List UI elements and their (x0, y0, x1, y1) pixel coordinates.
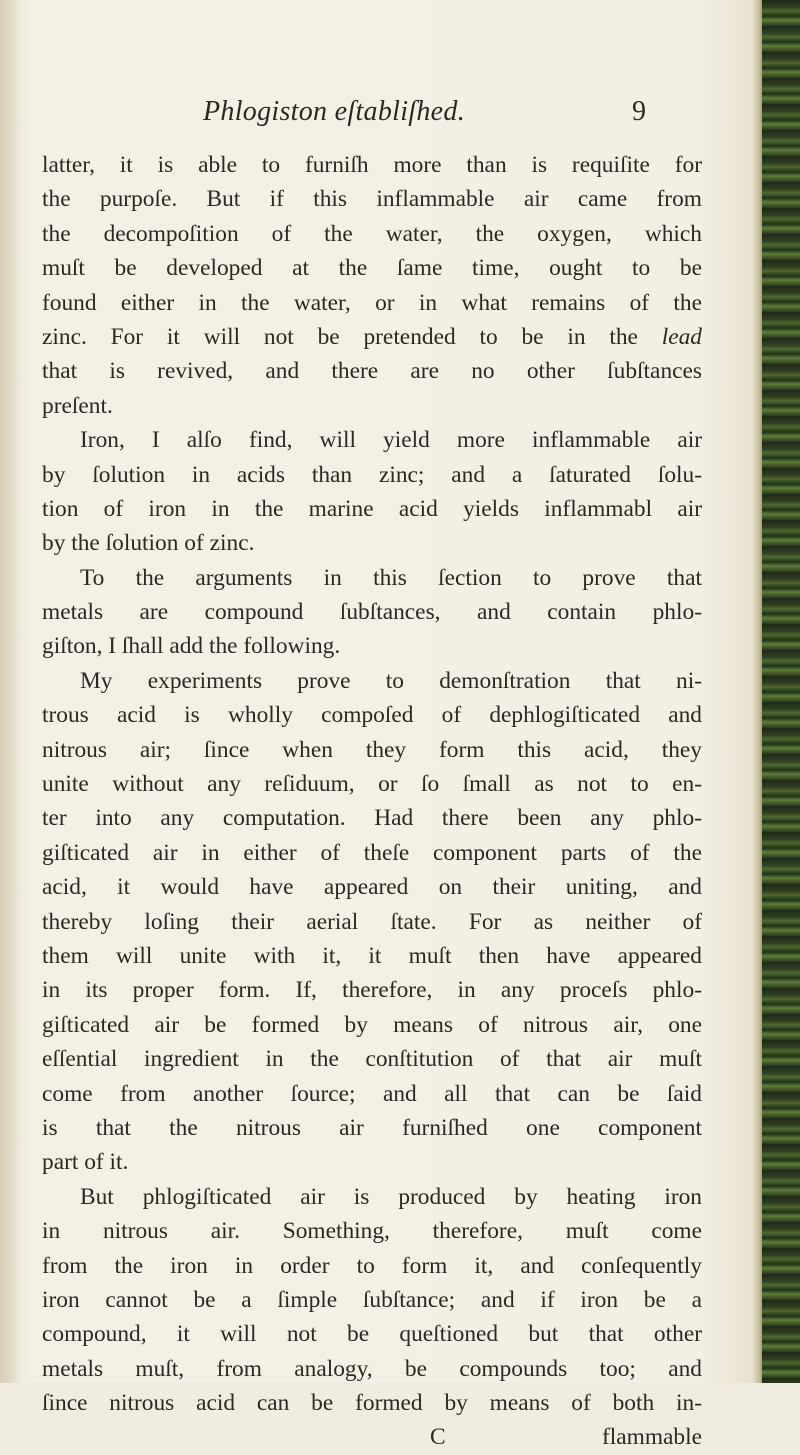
body-text (42, 148, 702, 1455)
text-line: thereby loſing their aerial ſtate. For as neither of (42, 908, 702, 935)
text-line: giſticated air be formed by means of nitrous air, one (42, 1011, 702, 1038)
text-line-start: zinc. For it will not be pretended to be in the (42, 323, 638, 350)
text-line: in its proper form. If, therefore, in any proceſs phlo- (42, 977, 702, 1004)
text-line: But phlogiſticated air is produced by heating iron (80, 1183, 702, 1210)
text-line: My experiments prove to demonſtration that ni- (80, 667, 702, 694)
text-line: trous acid is wholly compoſed of dephlogiſticated and (42, 702, 702, 729)
text-line: metals are compound ſubſtances, and contain phlo- (42, 599, 702, 626)
text-line: compound, it will not be queſtioned but that other (42, 1321, 702, 1348)
text-line: To the arguments in this ſection to prove that (80, 564, 702, 591)
text-line: acid, it would have appeared on their uniting, and (42, 874, 702, 901)
gutter-shadow (0, 0, 22, 1383)
signature-mark: C (430, 1424, 446, 1451)
text-line: muſt be developed at the ſame time, ought to be (42, 255, 702, 282)
text-line: found either in the water, or in what remains of the (42, 289, 702, 316)
text-line: the purpoſe. But if this inflammable air came from (42, 186, 702, 213)
text-line: unite without any reſiduum, or ſo ſmall as not to en- (42, 771, 702, 798)
text-line: by ſolution in acids than zinc; and a ſaturated ſolu- (42, 461, 702, 488)
text-line (42, 320, 702, 354)
text-line: from the iron in order to form it, and conſequently (42, 1252, 702, 1279)
text-line: by the ſolution of zinc. (42, 530, 255, 557)
text-line: in nitrous air. Something, therefore, muſt come (42, 1218, 702, 1245)
catchword: flammable (601, 1424, 702, 1451)
text-line: is that the nitrous air furniſhed one component (42, 1114, 702, 1141)
page-number: 9 (632, 96, 646, 127)
text-line: eſſential ingredient in the conſtitution of that air muſt (42, 1046, 702, 1073)
text-line: ter into any computation. Had there been any phlo- (42, 805, 702, 832)
text-line: iron cannot be a ſimple ſubſtance; and if iron be a (42, 1286, 702, 1313)
book-spine (762, 0, 800, 1383)
text-line: come from another ſource; and all that can be ſaid (42, 1080, 702, 1107)
text-line: metals muſt, from analogy, be compounds too; and (42, 1355, 702, 1382)
text-line: latter, it is able to furniſh more than is requiſite for (42, 152, 702, 178)
text-line: nitrous air; ſince when they form this acid, they (42, 736, 702, 763)
text-line: giſticated air in either of theſe component parts of the (42, 839, 702, 866)
text-line: Iron, I alſo find, will yield more inflammable air (80, 427, 702, 454)
text-line: them will unite with it, it muſt then have appeared (42, 942, 702, 969)
text-line: giſton, I ſhall add the following. (42, 633, 341, 660)
text-line: part of it. (42, 1149, 129, 1176)
text-line: ſince nitrous acid can be formed by means of both in- (42, 1390, 702, 1417)
text-line: preſent. (42, 392, 113, 419)
catchword-line (42, 1420, 702, 1454)
italic-word: lead (661, 323, 702, 350)
text-line: the decompoſition of the water, the oxygen, which (42, 220, 702, 247)
text-line: that is revived, and there are no other ſubſtances (42, 358, 702, 385)
page-header (0, 96, 800, 136)
running-title: Phlogiston eſtabliſhed. (203, 96, 465, 127)
text-line: tion of iron in the marine acid yields inflammabl air (42, 495, 702, 522)
